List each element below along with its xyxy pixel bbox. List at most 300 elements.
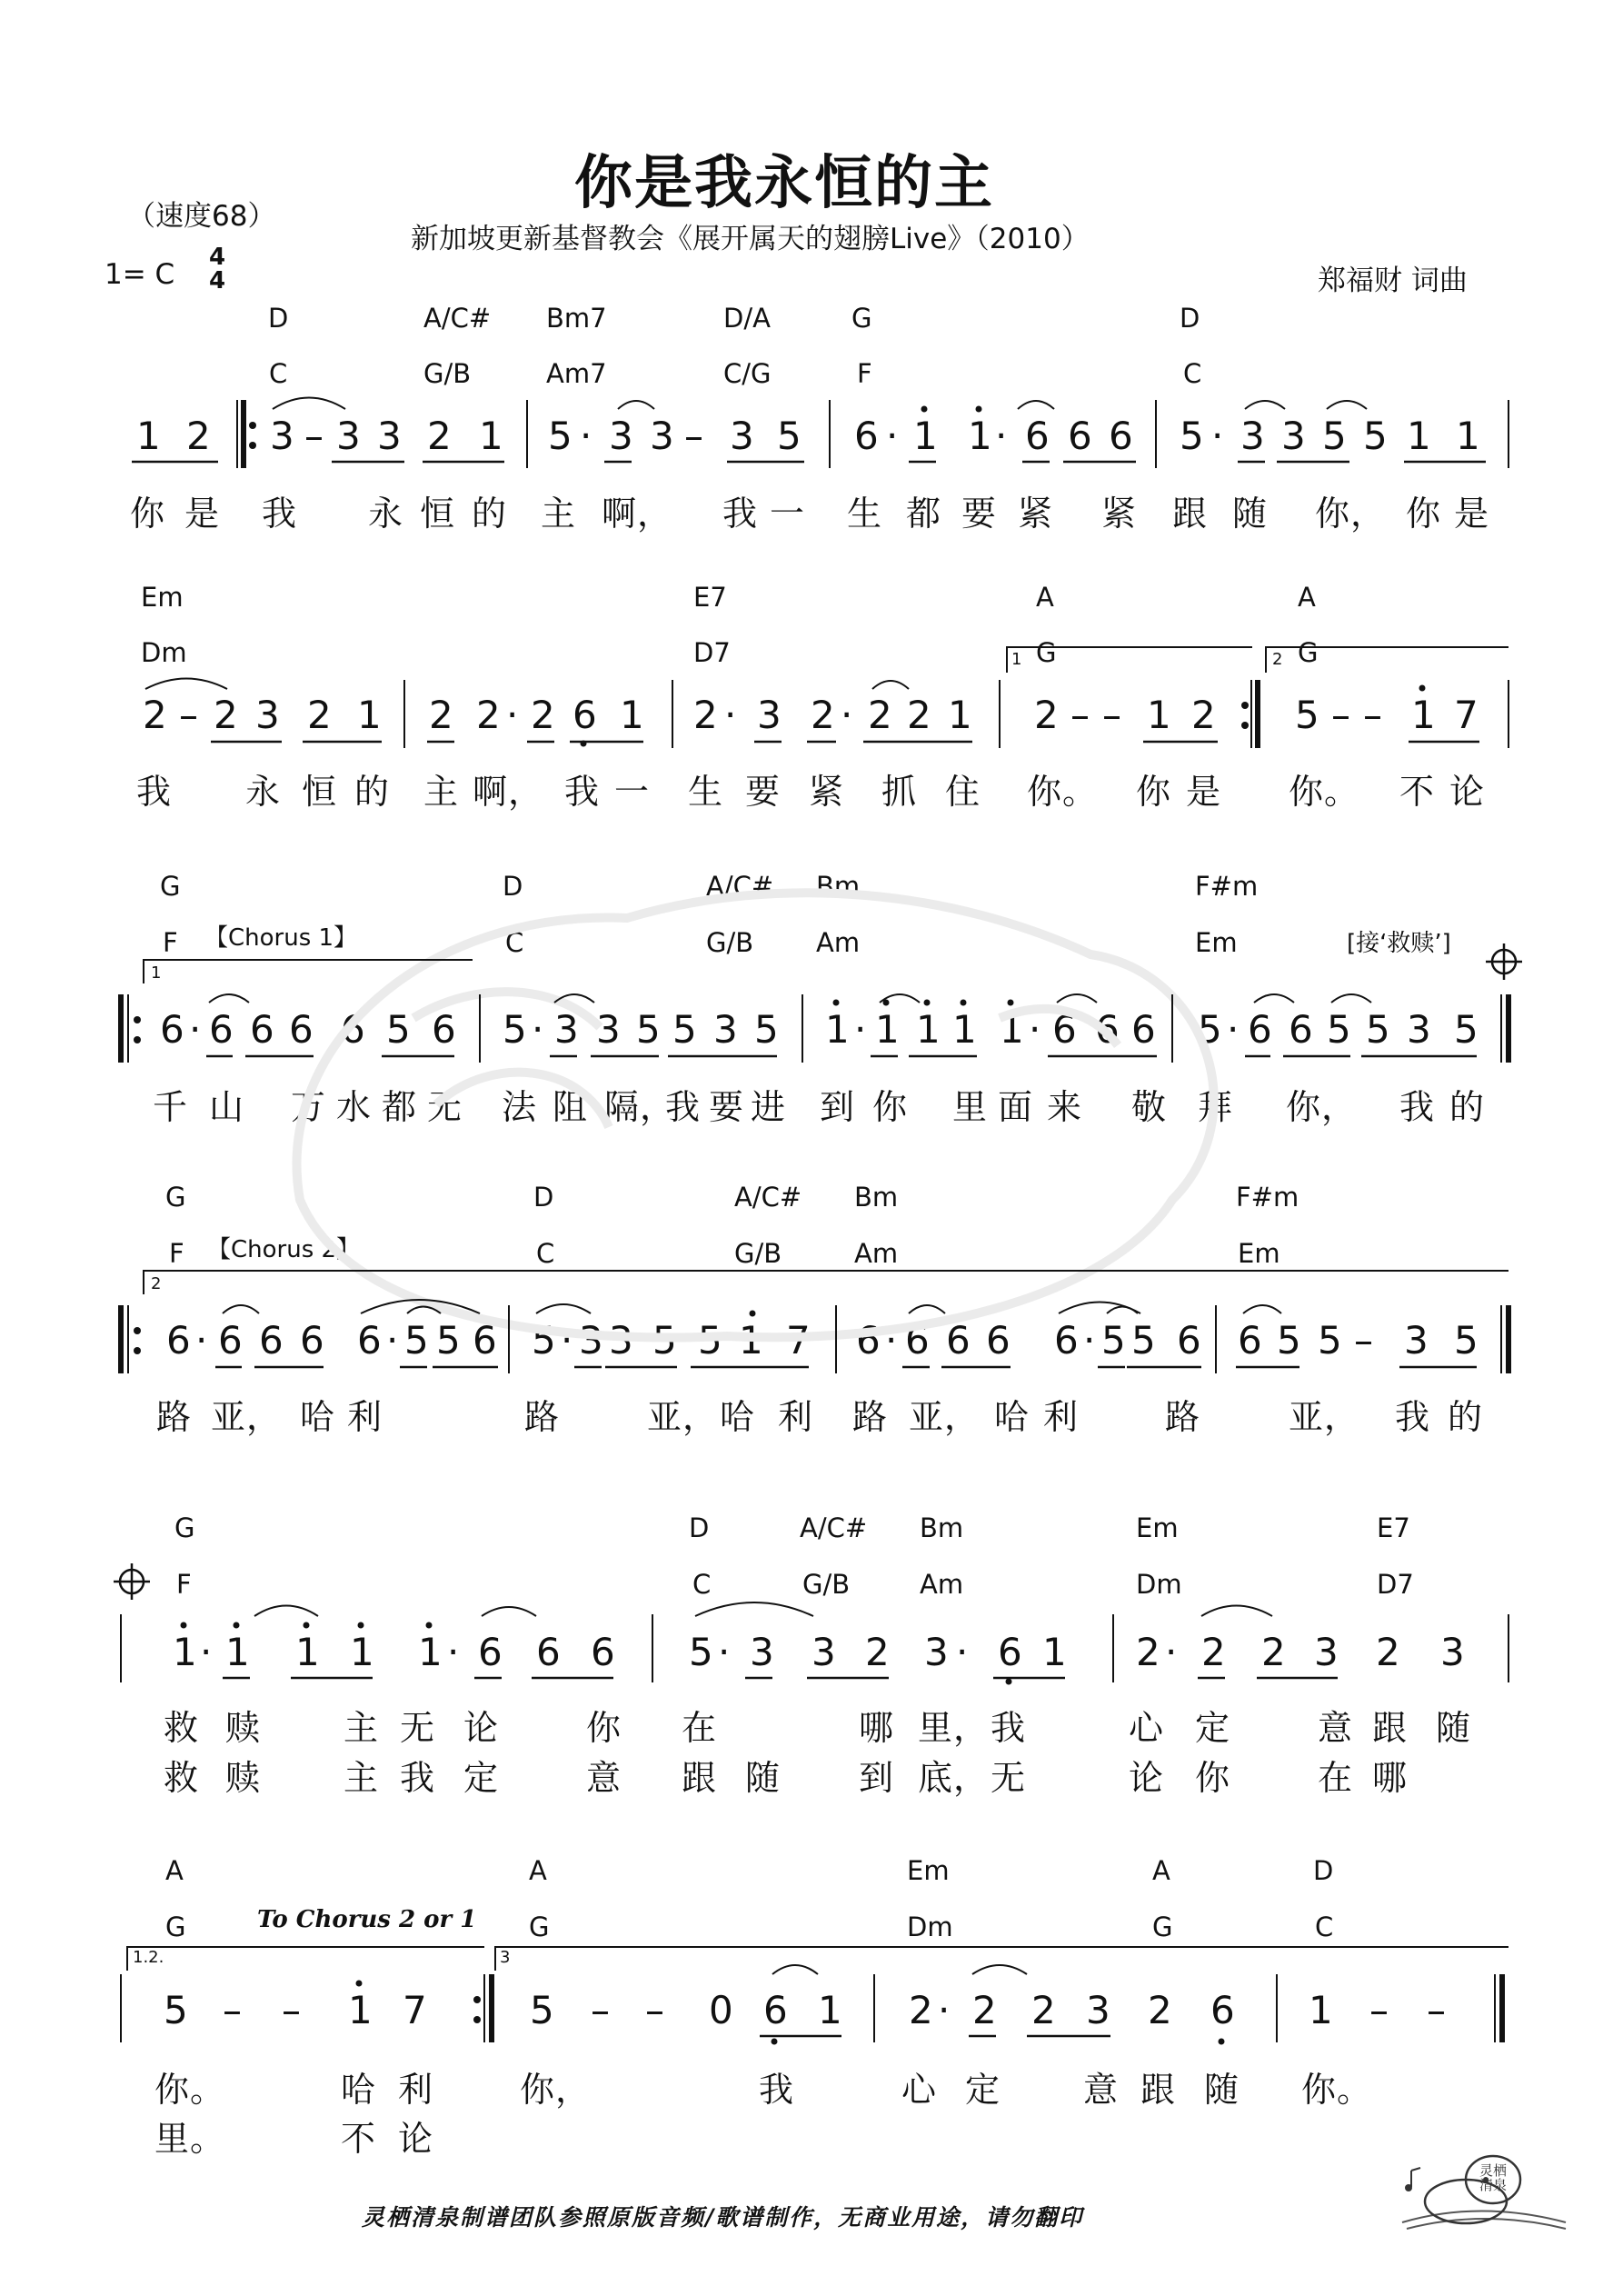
lyric: 要: [709, 1087, 745, 1127]
note: 3: [1440, 1630, 1465, 1674]
lyric: 路: [156, 1397, 193, 1437]
lyric: 水: [336, 1087, 373, 1127]
chord: E7: [693, 582, 727, 613]
note: 6: [432, 1007, 456, 1052]
note: 2: [1191, 693, 1216, 737]
lyric: 要: [745, 772, 782, 812]
note: 5: [1327, 1007, 1351, 1052]
dot-rhythm: ·: [447, 1630, 460, 1674]
dot-rhythm: ·: [189, 1007, 202, 1052]
note-dash: –: [1427, 1988, 1446, 2032]
tempo-marking: （速度68）: [127, 200, 276, 233]
chord: G/B: [423, 358, 472, 389]
note: 2: [427, 414, 452, 458]
note: 3: [336, 414, 361, 458]
chord: G: [165, 1182, 186, 1213]
note: 5: [436, 1318, 461, 1363]
note: 6: [536, 1630, 561, 1674]
chord: F: [169, 1238, 184, 1269]
lyric: 随: [1204, 2070, 1240, 2110]
chord: D: [533, 1182, 554, 1213]
chord: A/C#: [734, 1182, 802, 1213]
note: 6: [1248, 1007, 1272, 1052]
dot-rhythm: ·: [718, 1630, 731, 1674]
note: 6: [357, 1318, 382, 1363]
chord: Bm: [816, 871, 861, 902]
note: 2: [865, 1630, 890, 1674]
note-high: 1: [916, 1007, 941, 1052]
dot-rhythm: ·: [561, 1318, 573, 1363]
note: 1: [818, 1988, 842, 2032]
note: 5: [404, 1318, 429, 1363]
note: 5: [1198, 1007, 1222, 1052]
lyric: 赎: [225, 1758, 262, 1798]
lyric: 利: [1043, 1397, 1080, 1437]
note: 6: [1131, 1007, 1156, 1052]
lyric: 隔，: [604, 1087, 676, 1127]
note: 3: [1086, 1988, 1110, 2032]
lyric: 跟: [1172, 494, 1209, 534]
note: 3: [730, 414, 754, 458]
note: 5: [777, 414, 802, 458]
lyric: 主: [344, 1758, 380, 1798]
chord: G: [851, 303, 872, 334]
time-signature-bottom: 4: [209, 267, 226, 294]
lyric: 的: [354, 772, 391, 812]
note: 6: [166, 1318, 191, 1363]
lyric: 是: [1454, 494, 1490, 534]
lyric: 无: [427, 1087, 463, 1127]
note: 3: [609, 414, 633, 458]
lyric: 亚，: [211, 1397, 283, 1437]
lyric: 哈: [720, 1397, 756, 1437]
note-high: 1: [968, 414, 992, 458]
chord: Am: [920, 1569, 964, 1600]
lyric: 随: [745, 1758, 782, 1798]
lyric: 一: [770, 494, 806, 534]
note-dash: –: [1331, 693, 1350, 737]
lyric: 永: [368, 494, 404, 534]
repeat-dots: [134, 422, 1249, 2023]
note: 3: [713, 1007, 738, 1052]
note: 5: [1322, 414, 1347, 458]
lyric: 亚，: [909, 1397, 981, 1437]
note: 3: [757, 693, 782, 737]
note-dash: –: [179, 693, 198, 737]
lyric: 利: [347, 1397, 383, 1437]
chord: Am7: [546, 358, 607, 389]
note-low: 6: [763, 1988, 788, 2032]
dot-rhythm: ·: [938, 1988, 951, 2032]
lyric: 进: [751, 1087, 787, 1127]
chord: Em: [1195, 927, 1238, 958]
lyric: 跟: [1140, 2070, 1177, 2110]
chord: G: [165, 1912, 186, 1942]
lyric: 永: [245, 772, 282, 812]
note: 5: [1180, 414, 1204, 458]
note: 1: [620, 693, 644, 737]
chord: Dm: [1136, 1569, 1182, 1600]
lyric: 你: [586, 1708, 622, 1748]
lyric: 都: [906, 494, 942, 534]
lyric: 定: [965, 2070, 1001, 2110]
lyric: 拜: [1198, 1087, 1234, 1127]
composer-credit: 郑福财 词曲: [1318, 265, 1468, 297]
song-source: 新加坡更新基督教会《展开属天的翅膀Live》（2010）: [411, 223, 1090, 255]
lyric: 是: [1186, 772, 1222, 812]
volta-label: 1: [151, 963, 162, 983]
lyric: 你: [130, 494, 166, 534]
note: 1: [479, 414, 503, 458]
note-high: 1: [350, 1630, 374, 1674]
lyric: 你。: [1289, 772, 1360, 812]
note: 6: [856, 1318, 881, 1363]
song-title: 你是我永恒的主: [574, 150, 994, 217]
lyric: 哈: [994, 1397, 1031, 1437]
dot-rhythm: ·: [506, 693, 519, 737]
note: 6: [478, 1630, 503, 1674]
note: 2: [907, 693, 931, 737]
chord: A: [1152, 1855, 1170, 1886]
note: 6: [1054, 1318, 1079, 1363]
note: 2: [868, 693, 892, 737]
lyric: 你: [1195, 1758, 1231, 1798]
note: 3: [1240, 414, 1265, 458]
note-dash: –: [1102, 693, 1121, 737]
chord: A/C#: [800, 1512, 868, 1543]
chord: C/G: [723, 358, 772, 389]
time-signature-top: 4: [209, 244, 226, 271]
note: 5: [1101, 1318, 1126, 1363]
chord: F: [176, 1569, 192, 1600]
lyric: 主: [344, 1708, 380, 1748]
lyric: 底，: [918, 1758, 990, 1798]
note: 2: [307, 693, 332, 737]
volta-label: 2: [151, 1274, 162, 1293]
note-high: 1: [952, 1007, 977, 1052]
note: 5: [672, 1007, 697, 1052]
note: 6: [854, 414, 879, 458]
note-dash: –: [645, 1988, 664, 2032]
note: 5: [548, 414, 573, 458]
note: 5: [1131, 1318, 1156, 1363]
dot-rhythm: ·: [1165, 1630, 1178, 1674]
chord: G: [160, 871, 181, 902]
lyric: 我: [991, 1708, 1027, 1748]
note-high: 1: [418, 1630, 443, 1674]
dot-rhythm: ·: [724, 693, 737, 737]
volta-brackets: [127, 647, 1508, 1971]
note: 2: [693, 693, 718, 737]
chord: Bm: [920, 1512, 964, 1543]
chord: D/A: [723, 303, 771, 334]
chord: D: [1180, 303, 1200, 334]
chord: G: [1152, 1912, 1173, 1942]
note: 5: [1277, 1318, 1301, 1363]
lyric: 啊，: [473, 772, 544, 812]
chord: Bm7: [546, 303, 607, 334]
lyric: 哪: [1372, 1758, 1409, 1798]
note: 3: [1314, 1630, 1339, 1674]
note-dash: –: [304, 414, 324, 458]
chord: G/B: [706, 927, 754, 958]
note: 1: [1309, 1988, 1333, 2032]
lyric: 法: [502, 1087, 538, 1127]
note: 3: [812, 1630, 836, 1674]
note: 5: [386, 1007, 411, 1052]
note: 5: [532, 1318, 556, 1363]
chord: Dm: [141, 637, 187, 668]
note-high: 1: [1000, 1007, 1024, 1052]
chord: C: [1183, 358, 1202, 389]
dot-rhythm: ·: [886, 414, 899, 458]
note: 2: [429, 693, 453, 737]
note: 6: [1025, 414, 1050, 458]
volta-label: 1: [1011, 650, 1022, 669]
note: 3: [554, 1007, 579, 1052]
chord: C: [1315, 1912, 1334, 1942]
lyric: 你。: [1027, 772, 1099, 812]
chord: F: [163, 927, 178, 958]
note: 0: [709, 1988, 733, 2032]
lyric: 我: [136, 772, 173, 812]
lyric: 随: [1232, 494, 1269, 534]
note: 5: [652, 1318, 677, 1363]
note: 2: [1148, 1988, 1172, 2032]
note: 5: [1454, 1007, 1479, 1052]
note: 6: [1289, 1007, 1313, 1052]
lyric: 路: [852, 1397, 889, 1437]
note: 6: [341, 1007, 365, 1052]
note: 2: [186, 414, 211, 458]
note: 6: [1068, 414, 1092, 458]
note: 6: [218, 1318, 243, 1363]
note: 2: [143, 693, 167, 737]
lyric: 路: [1165, 1397, 1201, 1437]
lyric: 里。: [154, 2119, 226, 2159]
chord: C: [505, 927, 524, 958]
lyric: 一: [614, 772, 651, 812]
note: 2: [1376, 1630, 1400, 1674]
dot-rhythm: ·: [532, 1007, 544, 1052]
note: 6: [905, 1318, 930, 1363]
lyric: 论: [463, 1708, 500, 1748]
note: 3: [255, 693, 280, 737]
lyric: 无: [400, 1708, 436, 1748]
chord: C: [692, 1569, 712, 1600]
lyric: 在: [682, 1708, 718, 1748]
chord: G/B: [734, 1238, 782, 1269]
lyric: 山: [209, 1087, 245, 1127]
lyric: 万: [291, 1087, 327, 1127]
note-dash: –: [1363, 693, 1382, 737]
note: 1: [136, 414, 161, 458]
lyric: 紧: [1101, 494, 1138, 534]
lyric: 啊，: [602, 494, 673, 534]
note-dash: –: [684, 414, 703, 458]
dot-rhythm: ·: [841, 693, 853, 737]
lyric: 你，: [520, 2070, 592, 2110]
chord: Em: [141, 582, 184, 613]
note: 5: [503, 1007, 527, 1052]
lyric: 的: [1449, 1087, 1486, 1127]
lyric: 紧: [809, 772, 845, 812]
note: 3: [579, 1318, 603, 1363]
dot-rhythm: ·: [200, 1630, 213, 1674]
lyric: 不: [1399, 772, 1436, 812]
note: 2: [214, 693, 238, 737]
note: 2: [476, 693, 501, 737]
lyric: 面: [998, 1087, 1034, 1127]
footer-credit: 灵栖清泉制谱团队参照原版音频/歌谱制作，无商业用途，请勿翻印: [362, 2204, 1084, 2231]
lyric: 路: [524, 1397, 561, 1437]
lyric: 亚，: [1289, 1397, 1360, 1437]
note: 2: [972, 1988, 997, 2032]
dot-rhythm: ·: [885, 1318, 898, 1363]
octave-dots: [181, 406, 1426, 2045]
lyric: 救: [164, 1758, 200, 1798]
chord: Em: [1136, 1512, 1179, 1543]
dot-rhythm: ·: [1211, 414, 1224, 458]
note: 1: [948, 693, 972, 737]
lyric: 到: [859, 1758, 895, 1798]
jump-instruction: [接‘救赎’]: [1347, 930, 1451, 957]
section-label: 【Chorus 1】: [204, 924, 358, 952]
note: 5: [530, 1988, 554, 2032]
chord: D: [268, 303, 289, 334]
lyric: 主: [423, 772, 460, 812]
chord: A/C#: [706, 871, 774, 902]
note: 2: [909, 1988, 933, 2032]
lyric: 千: [153, 1087, 189, 1127]
note: 6: [591, 1630, 615, 1674]
lyric: 定: [463, 1758, 500, 1798]
note: 3: [650, 414, 674, 458]
lyric: 你: [872, 1087, 909, 1127]
note-high: 1: [875, 1007, 900, 1052]
lyric: 跟: [1372, 1708, 1409, 1748]
lyric: 在: [1318, 1758, 1354, 1798]
note: 5: [689, 1630, 713, 1674]
note: 5: [1454, 1318, 1479, 1363]
note: 3: [596, 1007, 621, 1052]
note-dash: –: [1070, 693, 1090, 737]
note-high: 1: [348, 1988, 373, 2032]
chord: Dm: [907, 1912, 953, 1942]
note: 1: [1147, 693, 1171, 737]
chord: D: [1313, 1855, 1334, 1886]
lyric: 紧: [1018, 494, 1054, 534]
chord: G/B: [802, 1569, 851, 1600]
note: 5: [1363, 414, 1388, 458]
chord: D: [689, 1512, 710, 1543]
lyric: 你，: [1286, 1087, 1358, 1127]
lyric: 我: [722, 494, 759, 534]
lyric: 利: [778, 1397, 814, 1437]
note: 2: [1031, 1988, 1056, 2032]
note-dash: –: [1354, 1318, 1373, 1363]
lyric: 恒: [420, 494, 456, 534]
chord: Bm: [854, 1182, 899, 1213]
lyric: 意: [586, 1758, 622, 1798]
note: 3: [270, 414, 294, 458]
volta-label: 2: [1272, 650, 1283, 669]
lyric: 主: [541, 494, 577, 534]
dot-rhythm: ·: [386, 1318, 399, 1363]
note-high: 1: [225, 1630, 250, 1674]
note-high: 1: [295, 1630, 320, 1674]
lyric: 你。: [1301, 2070, 1373, 2110]
lyric: 哈: [341, 2070, 377, 2110]
lyric: 住: [945, 772, 981, 812]
chord: Em: [1238, 1238, 1280, 1269]
dot-rhythm: ·: [1083, 1318, 1096, 1363]
chord: Am: [816, 927, 861, 958]
chord: A: [1036, 582, 1054, 613]
lyric: 恒: [302, 772, 338, 812]
chord: F: [857, 358, 872, 389]
note: 2: [1136, 1630, 1160, 1674]
note-low: 6: [998, 1630, 1022, 1674]
note: 1: [357, 693, 382, 737]
lyric: 赎: [225, 1708, 262, 1748]
note: 7: [1454, 693, 1479, 737]
note: 6: [209, 1007, 234, 1052]
volta-label: 3: [500, 1948, 511, 1967]
lyric: 论: [1129, 1758, 1165, 1798]
lyric: 你: [1136, 772, 1172, 812]
note: 6: [250, 1007, 274, 1052]
note: 6: [1095, 1007, 1120, 1052]
lyric: 哪: [859, 1708, 895, 1748]
note: 3: [609, 1318, 633, 1363]
chord: A: [529, 1855, 547, 1886]
logo-text: 灵栖清泉: [1479, 2162, 1508, 2193]
note-high: 1: [1411, 693, 1436, 737]
note: 6: [946, 1318, 971, 1363]
lyric: 生: [847, 494, 883, 534]
note-high: 1: [173, 1630, 197, 1674]
lyric: 救: [164, 1708, 200, 1748]
dot-rhythm: ·: [1029, 1007, 1041, 1052]
note-low: 6: [1210, 1988, 1235, 2032]
lyric: 生: [688, 772, 724, 812]
dot-rhythm: ·: [1227, 1007, 1240, 1052]
note: 7: [403, 1988, 427, 2032]
lyric: 意: [1083, 2070, 1120, 2110]
lyric: 亚，: [647, 1397, 719, 1437]
note: 7: [786, 1318, 811, 1363]
chord: E7: [1377, 1512, 1410, 1543]
dot-rhythm: ·: [995, 414, 1008, 458]
dot-rhythm: ·: [956, 1630, 969, 1674]
chord: G: [174, 1512, 195, 1543]
lyric: 敬: [1131, 1087, 1168, 1127]
note: 2: [1201, 1630, 1226, 1674]
lyric: 无: [991, 1758, 1027, 1798]
lyric: 你，: [1315, 494, 1387, 534]
lyric: 到: [820, 1087, 856, 1127]
lyric: 心: [1129, 1708, 1165, 1748]
section-label: 【Chorus 2】: [207, 1236, 361, 1263]
note: 3: [1281, 414, 1306, 458]
lyric: 利: [398, 2070, 434, 2110]
note-dash: –: [591, 1988, 610, 2032]
note: 2: [811, 693, 835, 737]
lyric: 要: [961, 494, 998, 534]
chord: A/C#: [423, 303, 492, 334]
note: 5: [1318, 1318, 1342, 1363]
